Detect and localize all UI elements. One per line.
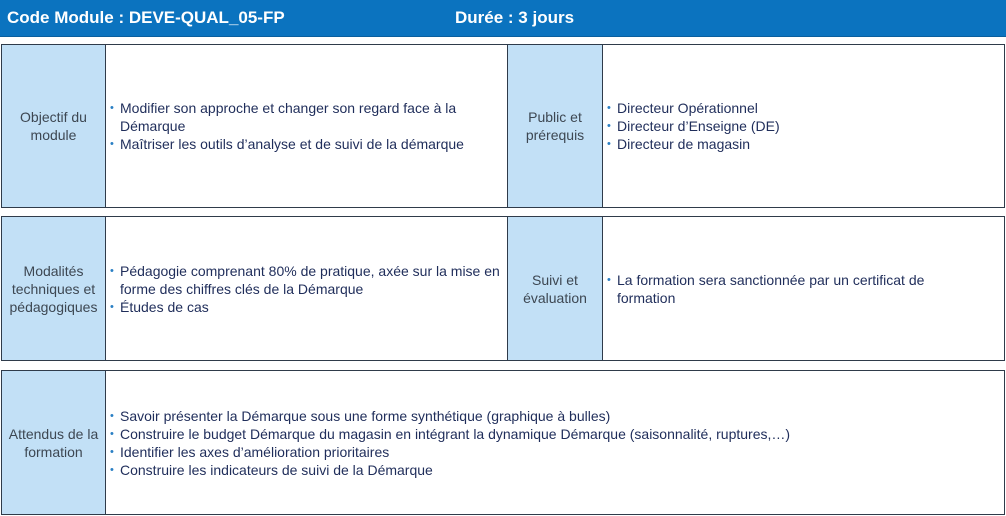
expected-list [110, 407, 790, 479]
list-item: • Directeur de magasin [607, 135, 780, 153]
evaluation-content [607, 216, 977, 361]
modalities-content [110, 216, 506, 361]
list-item: • Modifier son approche et changer son regard face à la Démarque [110, 99, 508, 135]
public-label-text: Public et prérequis [525, 109, 585, 143]
evaluation-list [607, 271, 977, 307]
objective-list [110, 99, 508, 153]
modalities-label-text: Modalités techniques et pédagogiques [9, 262, 98, 315]
list-item: • Construire les indicateurs de suivi de la Démarque [110, 461, 790, 479]
modalities-label [1, 216, 106, 361]
expected-label-text: Attendus de la formation [8, 425, 99, 460]
list-item: • La formation sera sanctionnée par un certificat de formation [607, 271, 977, 307]
list-item: • Directeur Opérationnel [607, 99, 780, 117]
module-header [0, 0, 1006, 37]
list-item: • Construire le budget Démarque du magasin en intégrant la dynamique Démarque (saisonnalité, ruptures,…) [110, 425, 790, 443]
list-item: • Identifier les axes d’amélioration prioritaires [110, 443, 790, 461]
public-content [607, 44, 1002, 208]
list-item: • Directeur d’Enseigne (DE) [607, 117, 780, 135]
modalities-list [110, 262, 506, 316]
evaluation-label-text: Suivi et évaluation [523, 271, 587, 306]
duration-label: Durée : 3 jours [455, 8, 575, 27]
objective-label [1, 44, 106, 208]
public-list [607, 99, 780, 153]
list-item: • Pédagogie comprenant 80% de pratique, axée sur la mise en forme des chiffres clés de la Démarque [110, 262, 506, 298]
evaluation-label [507, 216, 603, 361]
code-module-title: Code Module : DEVE-QUAL_05-FP [7, 8, 285, 27]
expected-content [110, 370, 1000, 515]
list-item: • Études de cas [110, 298, 506, 316]
expected-label [1, 370, 106, 515]
objective-label-text: Objectif du module [20, 109, 87, 143]
objective-content [110, 44, 508, 208]
list-item: • Maîtriser les outils d’analyse et de suivi de la démarque [110, 135, 508, 153]
public-label [507, 44, 603, 208]
list-item: • Savoir présenter la Démarque sous une forme synthétique (graphique à bulles) [110, 407, 790, 425]
